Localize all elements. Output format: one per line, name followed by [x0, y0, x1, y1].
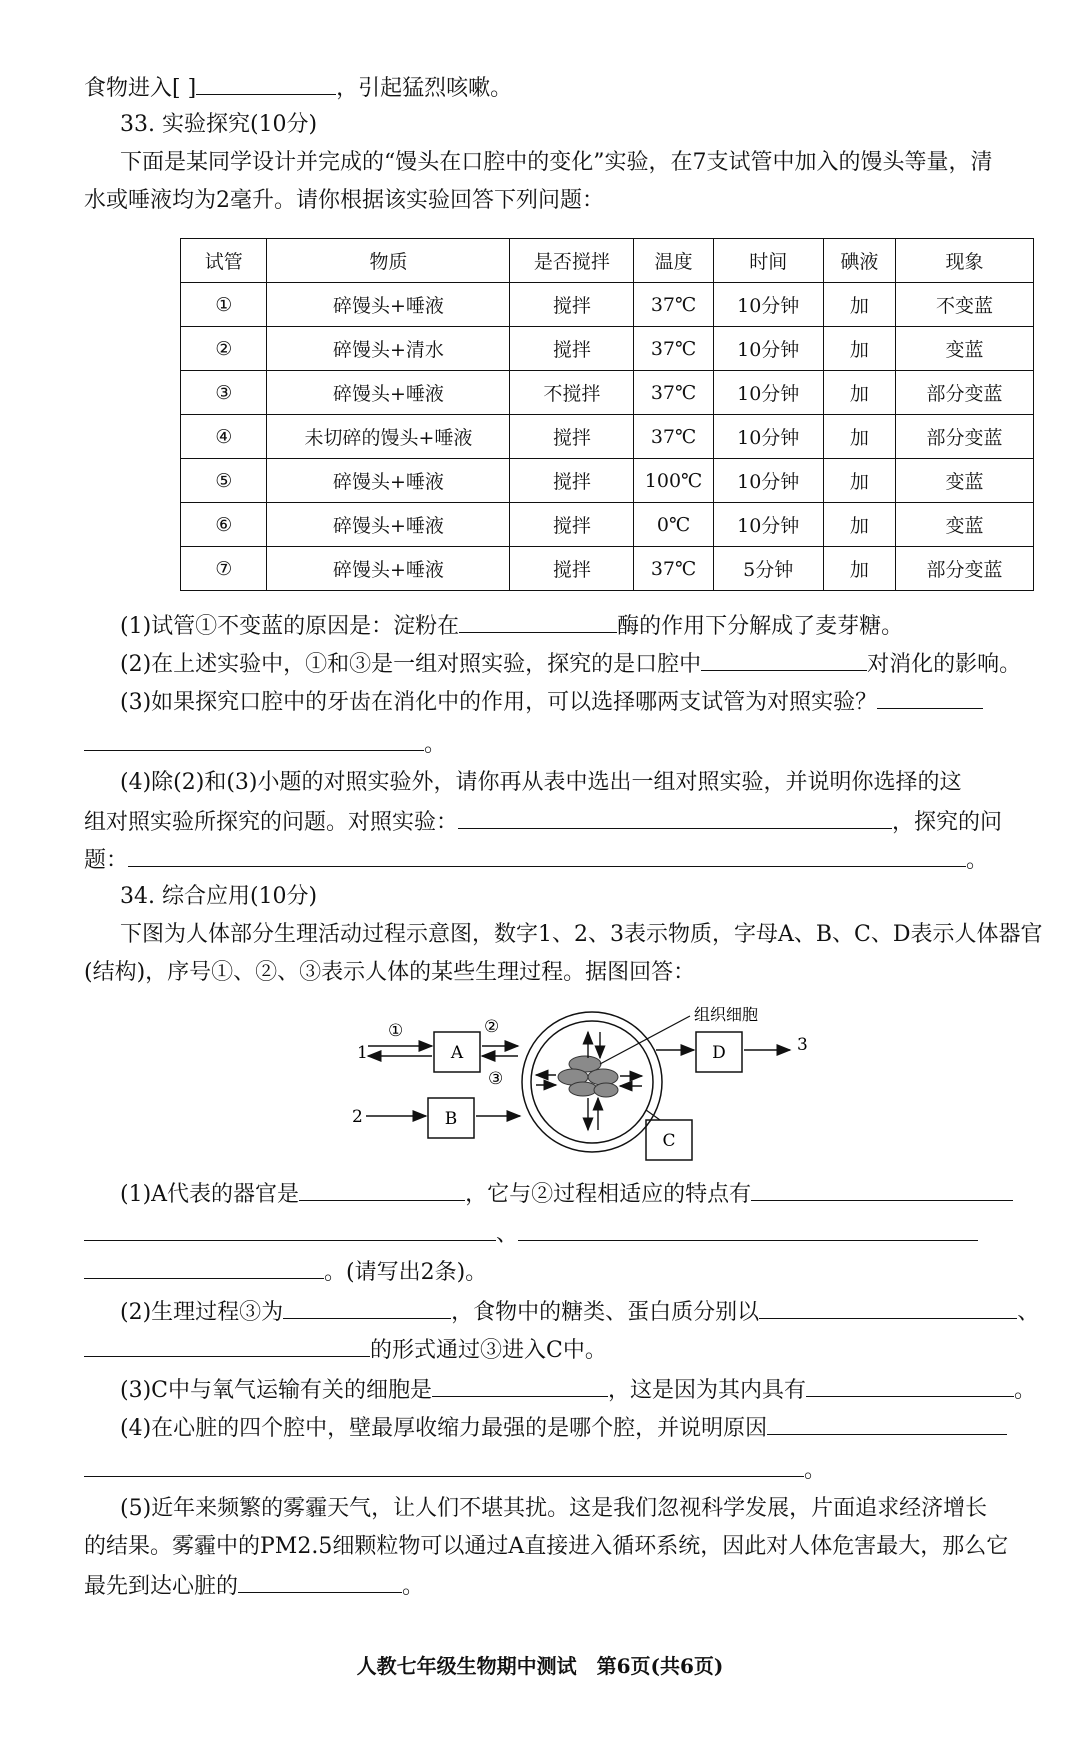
- q33-sub2: [120, 648, 1021, 680]
- table-cell: 搅拌: [510, 547, 634, 591]
- carryover-line: [84, 72, 512, 104]
- answer-blank[interactable]: [128, 844, 966, 867]
- box-a-label: A: [450, 1043, 464, 1063]
- q34-sub2-cont: [84, 1334, 607, 1366]
- table-row: [181, 371, 1034, 415]
- q34-sub1-text-mid: ，它与②过程相适应的特点有: [465, 1182, 752, 1207]
- tissue-cell: [588, 1069, 618, 1085]
- table-cell: 搅拌: [510, 415, 634, 459]
- q34-sub1: [120, 1178, 1013, 1210]
- box-b-label: B: [444, 1109, 458, 1129]
- separator: 、: [1017, 1300, 1040, 1325]
- table-cell: 未切碎的馒头+唾液: [267, 415, 510, 459]
- answer-blank[interactable]: [518, 1218, 978, 1241]
- table-row: [181, 283, 1034, 327]
- table-cell: 10分钟: [713, 283, 823, 327]
- q34-sub2-text-mid: ，食物中的糖类、蛋白质分别以: [451, 1300, 760, 1325]
- answer-blank[interactable]: [432, 1374, 608, 1397]
- table-cell: 部分变蓝: [896, 415, 1034, 459]
- table-cell: ②: [181, 327, 267, 371]
- answer-blank[interactable]: [806, 1374, 1014, 1397]
- q34-sub3-text-mid: ，这是因为其内具有: [608, 1378, 807, 1403]
- table-cell: 5分钟: [713, 547, 823, 591]
- box-d-label: D: [712, 1043, 726, 1063]
- period: 。: [424, 732, 447, 757]
- q33-sub4-line3: [84, 844, 988, 876]
- table-cell: 碎馒头+唾液: [267, 459, 510, 503]
- table-cell: 搅拌: [510, 283, 634, 327]
- table-cell: 搅拌: [510, 327, 634, 371]
- answer-blank[interactable]: [458, 806, 892, 829]
- header-cell: 是否搅拌: [510, 239, 634, 283]
- answer-blank[interactable]: [767, 1412, 1007, 1435]
- q33-sub4-line1: (4)除(2)和(3)小题的对照实验外，请你再从表中选出一组对照实验，并说明你选择的这: [120, 770, 962, 795]
- separator: 、: [496, 1222, 519, 1247]
- table-cell: 10分钟: [713, 503, 823, 547]
- table-cell: 10分钟: [713, 371, 823, 415]
- table-row: [181, 547, 1034, 591]
- table-cell: 变蓝: [896, 327, 1034, 371]
- q33-sub2-text-end: 对消化的影响。: [867, 652, 1022, 677]
- q34-sub3: [120, 1374, 1036, 1406]
- q34-intro-2: (结构)，序号①、②、③表示人体的某些生理过程。据图回答：: [84, 960, 696, 985]
- answer-blank[interactable]: [701, 648, 867, 671]
- q34-sub3-text: (3)C中与氧气运输有关的细胞是: [120, 1378, 432, 1403]
- table-cell: 变蓝: [896, 459, 1034, 503]
- table-cell: 加: [823, 283, 895, 327]
- period: 。: [804, 1458, 827, 1483]
- period: 。: [1014, 1378, 1037, 1403]
- q33-sub4-text-end: ，探究的问: [892, 810, 1003, 835]
- table-cell: 37℃: [634, 327, 713, 371]
- table-cell: 碎馒头+唾液: [267, 503, 510, 547]
- table-cell: 碎馒头+唾液: [267, 283, 510, 327]
- table-row: [181, 415, 1034, 459]
- q33-sub3-cont: [84, 728, 446, 760]
- step-3-label: ③: [488, 1069, 504, 1089]
- q34-sub1-cont: [84, 1218, 978, 1250]
- table-cell: 碎馒头+唾液: [267, 371, 510, 415]
- q34-sub2-text-end: 的形式通过③进入C中。: [370, 1338, 607, 1363]
- q33-sub3: [120, 686, 983, 718]
- q34-sub4: [120, 1412, 1007, 1444]
- q34-sub1-text: (1)A代表的器官是: [120, 1182, 300, 1207]
- table-row: [181, 327, 1034, 371]
- table-cell: 变蓝: [896, 503, 1034, 547]
- q34-sub1-end: 。(请写出2条)。: [324, 1260, 488, 1285]
- tissue-cell: [594, 1083, 618, 1097]
- header-cell: 碘液: [823, 239, 895, 283]
- physiology-diagram: [0, 996, 1080, 1176]
- table-cell: 碎馒头+唾液: [267, 547, 510, 591]
- q34-sub5-line3: [84, 1570, 424, 1602]
- table-cell: 0℃: [634, 503, 713, 547]
- answer-blank[interactable]: [84, 1218, 496, 1241]
- table-cell: ⑦: [181, 547, 267, 591]
- q33-intro-2: 水或唾液均为2毫升。请你根据该实验回答下列问题：: [84, 188, 604, 213]
- page-footer: 人教七年级生物期中测试 第6页(共6页): [356, 1654, 724, 1678]
- answer-blank[interactable]: [196, 72, 336, 95]
- q34-sub1-cont2: [84, 1256, 487, 1288]
- table-cell: 加: [823, 547, 895, 591]
- table-cell: 搅拌: [510, 503, 634, 547]
- answer-blank[interactable]: [84, 1256, 324, 1279]
- table-cell: 加: [823, 459, 895, 503]
- q34-sub5-text: 最先到达心脏的: [84, 1574, 239, 1599]
- table-header-row: [181, 239, 1034, 283]
- q34-sub4-text: (4)在心脏的四个腔中，壁最厚收缩力最强的是哪个腔，并说明原因: [120, 1416, 768, 1441]
- carryover-text: 食物进入[ ]: [84, 76, 197, 101]
- q33-sub3-text: (3)如果探究口腔中的牙齿在消化中的作用，可以选择哪两支试管为对照实验？: [120, 690, 878, 715]
- table-cell: 37℃: [634, 283, 713, 327]
- table-cell: 100℃: [634, 459, 713, 503]
- answer-blank[interactable]: [84, 1334, 370, 1357]
- table-cell: ⑤: [181, 459, 267, 503]
- q34-sub5-line2: 的结果。雾霾中的PM2.5细颗粒物可以通过A直接进入循环系统，因此对人体危害最大，那么它: [84, 1534, 1009, 1559]
- answer-blank[interactable]: [299, 1178, 465, 1201]
- q34-intro-1: 下图为人体部分生理活动过程示意图，数字1、2、3表示物质，字母A、B、C、D表示人体器官: [120, 922, 1043, 947]
- answer-blank[interactable]: [238, 1570, 402, 1593]
- table-cell: ④: [181, 415, 267, 459]
- header-cell: 现象: [896, 239, 1034, 283]
- answer-blank[interactable]: [84, 728, 424, 751]
- q33-sub1-text-end: 酶的作用下分解成了麦芽糖。: [617, 614, 904, 639]
- box-c-label: C: [662, 1131, 676, 1151]
- answer-blank[interactable]: [759, 1296, 1017, 1319]
- answer-blank[interactable]: [459, 610, 617, 633]
- tissue-cell-label: 组织细胞: [694, 1005, 759, 1024]
- table-cell: 37℃: [634, 371, 713, 415]
- step-2-label: ②: [484, 1017, 500, 1037]
- header-cell: 温度: [634, 239, 713, 283]
- q33-intro-1: 下面是某同学设计并完成的“馒头在口腔中的变化”实验，在7支试管中加入的馒头等量，清: [120, 150, 993, 175]
- answer-blank[interactable]: [283, 1296, 451, 1319]
- table-cell: 10分钟: [713, 327, 823, 371]
- q33-sub1: [120, 610, 903, 642]
- experiment-table: [180, 238, 1034, 591]
- q33-sub2-text: (2)在上述实验中，①和③是一组对照实验，探究的是口腔中: [120, 652, 702, 677]
- answer-blank[interactable]: [877, 686, 983, 709]
- q33-sub1-text: (1)试管①不变蓝的原因是：淀粉在: [120, 614, 460, 639]
- header-cell: 物质: [267, 239, 510, 283]
- q33-sub4-line2: [84, 806, 1002, 838]
- table-cell: 加: [823, 503, 895, 547]
- table-cell: ③: [181, 371, 267, 415]
- label-3: 3: [797, 1035, 808, 1055]
- header-cell: 试管: [181, 239, 267, 283]
- table-cell: 不变蓝: [896, 283, 1034, 327]
- step-1-label: ①: [388, 1021, 404, 1041]
- table-cell: 碎馒头+清水: [267, 327, 510, 371]
- table-cell: 加: [823, 371, 895, 415]
- q34-sub2-text: (2)生理过程③为: [120, 1300, 284, 1325]
- q33-title: 33. 实验探究(10分): [120, 112, 318, 137]
- answer-blank[interactable]: [84, 1454, 804, 1477]
- q34-sub2: [120, 1296, 1039, 1328]
- table-cell: 10分钟: [713, 415, 823, 459]
- table-cell: 37℃: [634, 415, 713, 459]
- header-cell: 时间: [713, 239, 823, 283]
- period: 。: [966, 848, 989, 873]
- table-row: [181, 459, 1034, 503]
- carryover-text-end: ，引起猛烈咳嗽。: [336, 76, 513, 101]
- table-cell: 加: [823, 415, 895, 459]
- table-cell: 37℃: [634, 547, 713, 591]
- period: 。: [402, 1574, 425, 1599]
- q34-title: 34. 综合应用(10分): [120, 884, 318, 909]
- q33-sub4-text: 组对照实验所探究的问题。对照实验：: [84, 810, 459, 835]
- answer-blank[interactable]: [751, 1178, 1013, 1201]
- q33-sub4-text-3: 题：: [84, 848, 129, 873]
- table-cell: 部分变蓝: [896, 371, 1034, 415]
- label-2: 2: [352, 1107, 363, 1127]
- table-cell: 不搅拌: [510, 371, 634, 415]
- table-cell: ①: [181, 283, 267, 327]
- table-cell: 10分钟: [713, 459, 823, 503]
- q34-sub5-line1: (5)近年来频繁的雾霾天气，让人们不堪其扰。这是我们忽视科学发展，片面追求经济增长: [120, 1496, 988, 1521]
- table-cell: 加: [823, 327, 895, 371]
- q34-sub4-cont: [84, 1454, 826, 1486]
- table-row: [181, 503, 1034, 547]
- tissue-cell: [569, 1082, 597, 1096]
- table-cell: 部分变蓝: [896, 547, 1034, 591]
- label-1: 1: [357, 1043, 368, 1063]
- table-cell: 搅拌: [510, 459, 634, 503]
- table-cell: ⑥: [181, 503, 267, 547]
